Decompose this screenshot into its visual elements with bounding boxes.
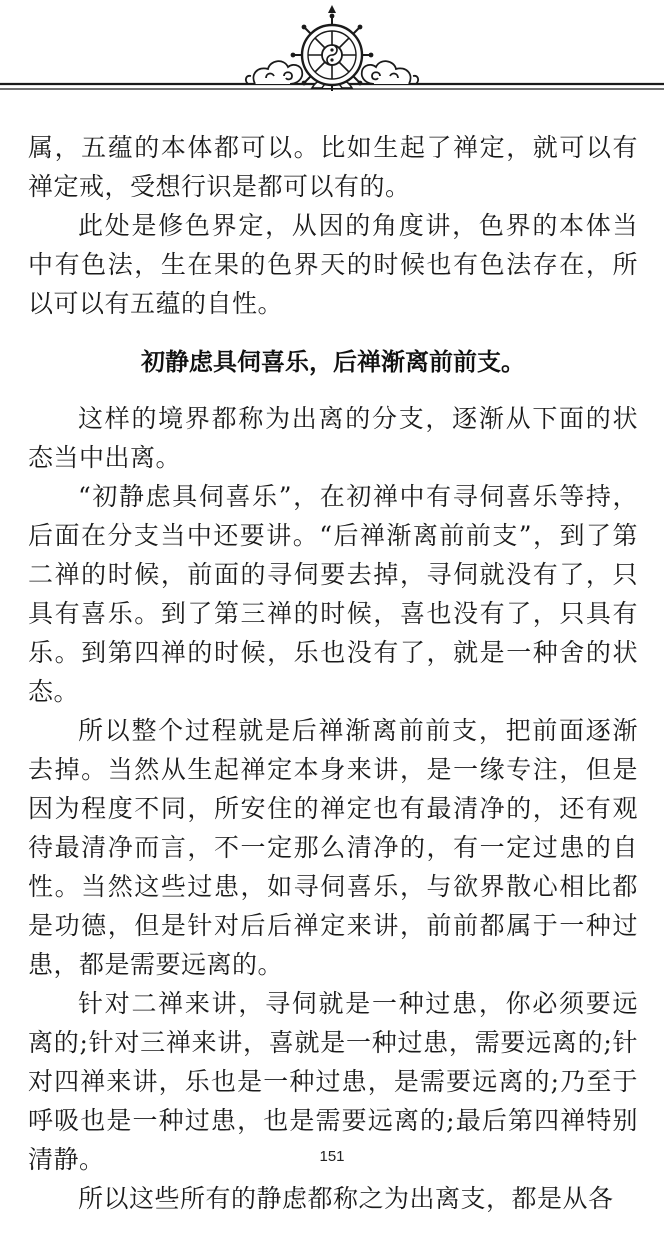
cloud-scroll-left-icon bbox=[246, 61, 302, 84]
verse-heading: 初静虑具伺喜乐，后禅渐离前前支。 bbox=[141, 348, 525, 376]
paragraph: 这样的境界都称为出离的分支，逐渐从下面的状态当中出离。 bbox=[28, 404, 638, 472]
paragraph: 所以这些所有的静虑都称之为出离支，都是从各 bbox=[78, 1184, 614, 1213]
page-body bbox=[28, 128, 638, 1218]
paragraph: “初静虑具伺喜乐”，在初禅中有寻伺喜乐等持，后面在分支当中还要讲。“后禅渐离前前支”，到了第二禅的时候，前面的寻伺要去掉，寻伺就没有了，只具有喜乐。到了第三禅的时候，喜也没有了，只具有乐。到第四禅的时候，乐也没有了，就是一种舍的状态。 bbox=[28, 482, 638, 706]
paragraph: 针对二禅来讲，寻伺就是一种过患，你必须要远离的;针对三禅来讲，喜就是一种过患，需要远离的;针对四禅来讲，乐也是一种过患，是需要远离的;乃至于呼吸也是一种过患，也是需要远离的;最后第四禅特别清静。 bbox=[28, 989, 638, 1174]
paragraph: 所以整个过程就是后禅渐离前前支，把前面逐渐去掉。当然从生起禅定本身来讲，是一缘专注，但是因为程度不同，所安住的禅定也有最清净的，还有观待最清净而言，不一定那么清净的，有一定过患的自性。当然这些过患，如寻伺喜乐，与欲界散心相比都是功德，但是针对后后禅定来讲，前前都属于一种过患，都是需要远离的。 bbox=[28, 716, 638, 979]
page-number: 151 bbox=[319, 1148, 345, 1165]
cloud-scroll-right-icon bbox=[362, 61, 418, 84]
dharma-wheel-icon bbox=[291, 5, 374, 91]
page-header bbox=[0, 0, 664, 110]
header-ornament bbox=[0, 0, 664, 110]
paragraph: 此处是修色界定，从因的角度讲，色界的本体当中有色法，生在果的色界天的时候也有色法存在，所以可以有五蕴的自性。 bbox=[28, 211, 638, 318]
paragraph-continued: 属，五蕴的本体都可以。比如生起了禅定，就可以有禅定戒，受想行识是都可以有的。 bbox=[28, 133, 638, 201]
